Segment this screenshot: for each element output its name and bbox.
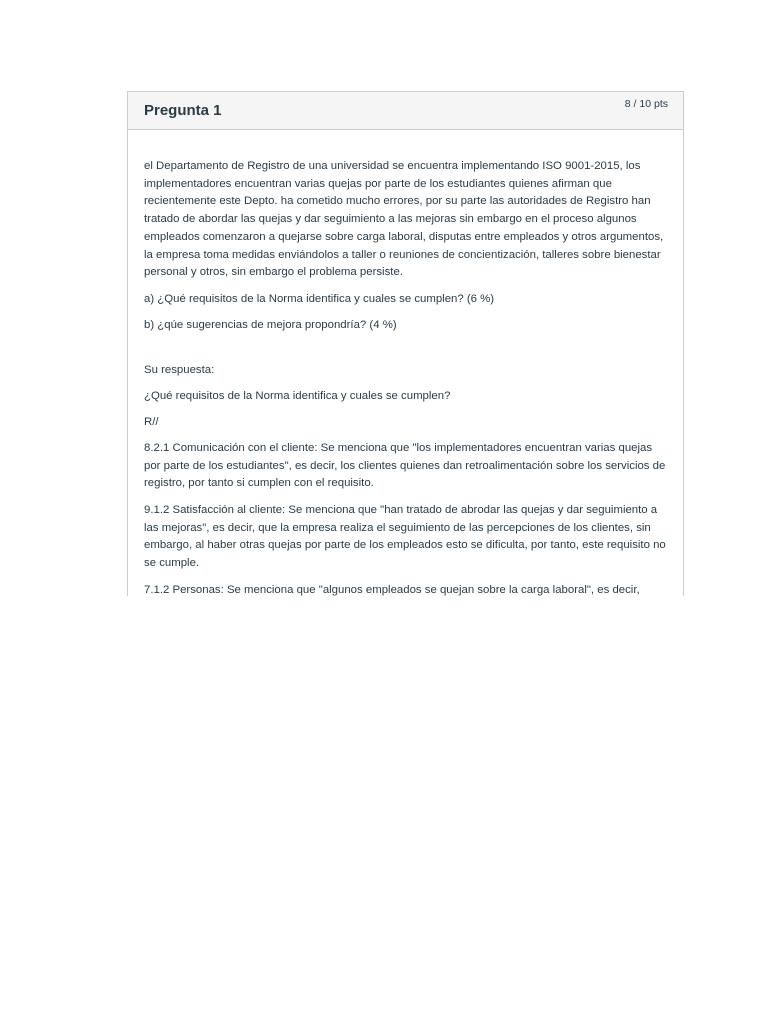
question-body [128, 158, 683, 596]
answer-item: 7.1.2 Personas: Se menciona que "algunos empleados se quejan sobre la carga laboral", es decir, [144, 583, 640, 596]
points-score: 8 / 10 pts [624, 98, 668, 110]
question-title: Pregunta 1 [144, 102, 222, 119]
question-part-a: a) ¿Qué requisitos de la Norma identifica y cuales se cumplen? (6 %) [144, 292, 495, 305]
question-header [128, 92, 683, 130]
answer-item: 9.1.2 Satisfacción al cliente: Se menciona que "han tratado de abrodar las quejas y dar seguimiento a las mejoras", es decir, que la empresa realiza el seguimiento de las percepciones de los clientes, sin embargo, al haber otras quejas por parte de los empleados esto se dificulta, por tanto, este requisito no se cumple. [144, 504, 666, 570]
question-card [127, 91, 684, 596]
answer-r-marker: R// [144, 415, 159, 428]
question-part-b: b) ¿qúe sugerencias de mejora propondría? (4 %) [144, 318, 397, 331]
answer-item: 8.2.1 Comunicación con el cliente: Se menciona que "los implementadores encuentran varias quejas por parte de los estudiantes", es decir, los clientes quienes dan retroalimentación sobre los servicios de registro, por tanto si cumplen con el requisito. [144, 441, 666, 490]
answer-restated-question: ¿Qué requisitos de la Norma identifica y cuales se cumplen? [144, 389, 451, 402]
question-prompt: el Departamento de Registro de una universidad se encuentra implementando ISO 9001-2015, los implementadores encuentran varias quejas por parte de los estudiantes quienes afirman que recientemente este Depto. ha cometido mucho errores, por su parte las autoridades de Registro han tratado de abordar las quejas y dar seguimiento a las mejoras sin embargo en el proceso algunos empleados comenzaron a quejarse sobre carga laboral, disputas entre empleados y otros argumentos, la empresa toma medidas enviándolos a taller o reuniones de concientización, talleres sobre bienestar personal y otros, sin embargo el problema persiste. [144, 160, 664, 279]
answer-label: Su respuesta: [144, 363, 215, 376]
